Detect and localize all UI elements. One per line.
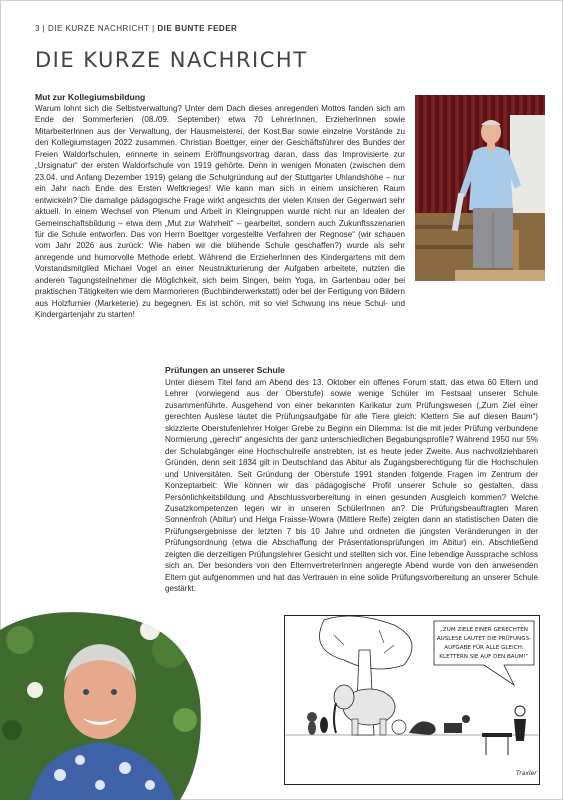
speech-line-2: AUSLESE LAUTET DIE PRÜFUNGS- <box>436 636 532 642</box>
speech-line-3: AUFGABE FÜR ALLE GLEICH: <box>444 645 524 651</box>
page-number: 3 <box>35 24 40 33</box>
portrait-photo <box>0 610 205 800</box>
page-title: DIE KURZE NACHRICHT <box>35 48 308 72</box>
section1-heading: Mut zur Kollegiumsbildung <box>35 92 146 102</box>
exam-cartoon <box>284 615 540 785</box>
fish-bowl-icon <box>392 720 406 734</box>
speaker-photo <box>415 95 545 281</box>
section2-body: Unter diesem Titel fand am Abend des 13. Oktober ein offenes Forum statt, das etwa 60 Eltern und Lehrer (vorwiegend aus der Oberstufe) sowie wenige Schüler im Festsaal unserer Schule zusammenführte. Ausgehend von einer bekannten Karikatur zum Prüfungswesen („Zum Ziel einer gerechten Auslese lautet die Prüfungsaufgabe für alle Tiere gleich: Klettern Sie auf diesen Baum“) skizzierte Oberstufenlehrer Holger Grebe zu Beginn ein Dilemma: Ist die mit jeder Prüfung verbundene Normierung „gerecht“ angesichts der ganz unterschiedlichen Begabungsprofile? Während 1950 nur 5% der Schulabgänger eine Hochschulreife anstrebten, ist es heute jeder Zweite. Aus nachvollziehbaren Gründen, denn seit 1834 gilt in Deutschland das Abitur als Zugangsberechtigung für die Hochschulen und Universitäten. Seit Gründung der Oberstufe 1991 standen folgende Fragen im Zentrum der Konzeptarbeit: Wie können wir das pädagogische Profil unserer Schule so gestalten, dass Persönlichkeitsbildung und Abschlussvorbereitung in einen gesunden Ausgleich kommen? Welche Zusatzkompetenzen legen wir in unseren SchülerInnen an? Die Prüfungsbeauftragten Maren Sonnenfroh (Abitur) und Helga Fraisse-Wowra (Mittlere Reife) zeigten dann an statistischen Daten die Prüfungsergebnisse der letzten 7 bis 10 Jahre und ordneten die jüngsten Veränderungen in der Prüfungsordnung (etwa die Abschaffung der Präsentationsprüfungen im Abitur) ein. Abschließend zeigten die derzeitigen Prüfungslehrer Gesicht und stellten sich vor. Eine lebendige Aussprache schloss sich an. Der besonders von den ElternvertreterInnen angeregte Abend wurde von den anwesenden Eltern gut aufgenommen und hat das Vertrauen in eine solide Prüfungsvorbereitung an unserer Schule gestärkt. <box>165 378 538 594</box>
page-header: 3 | DIE KURZE NACHRICHT | DIE BUNTE FEDER <box>35 24 238 33</box>
penguin-icon <box>320 717 328 733</box>
header-section: DIE KURZE NACHRICHT <box>47 24 150 33</box>
section1-body: Warum lohnt sich die Selbstverwaltung? Unter dem Dach dieses anregenden Mottos fanden sich am Ende der Sommerferien (08./09. September) etwa 70 LehrerInnen, ErzieherInnen sowie MitarbeiterInnen aus der Verwaltung, der Hausmeisterei, der Kost.Bar sowie einzelne Vorstände zu den Kollegiumstagen 2022 zusammen. Christian Boettger, einer der Geschäftsführer des Bundes der Freien Waldorfschulen, erinnerte in seinem Eröffnungsvortrag daran, dass das Improvisierte zur „Ursignatur“ der ersten Waldorfschule von 1919 gehörte. Denn in wenigen Monaten (zwischen dem 23.04. und Anfang Dezember 1919) gelang die Schulgründung auf der Stuttgarter Uhlandshöhe – nur ein Jahr nach Ende des Ersten Weltkrieges! Wie kann man sich in einem unsicheren Raum entwickeln? Die damalige pädagogische Frage wirkt angesichts der vielen Krisen der Gegenwart sehr aktuell. In einem Wechsel von Plenum und Arbeit in Kleingruppen wurde nicht nur an Idealen der Gemeinschaftsbildung – etwa dem „Mut zur Wahrheit“ – gearbeitet, sondern auch Zukunftsszenarien für die Schule entworfen. Das von Herrn Boettger vorgestellte Verfahren der Regnose“ (wir schauen vom Jahr 2026 aus zurück: Wie haben wir die blühende Schule geschaffen?) wurde als sehr anregende und humorvolle Methode erlebt. Während die ErzieherInnen des Kindergartens mit dem Vorstandsmitglied Michael Vogel an einer Neustrukturierung der Aufgaben arbeitete, nutzten die anderen Tagungsteilnehmer die Möglichkeit, sich beim Singen, beim Yoga, im Gartenbau oder bei praktischen Tätigkeiten wie dem Marmorieren (Buchbinderwerkstatt) oder bei der Fertigung von Bildern aus Holzfurnier (Marketerie) zu begegnen. Es ist schön, mit so viel Schwung ins neue Schul- und Kindergartenjahr zu starten! <box>35 104 405 320</box>
header-magazine: DIE BUNTE FEDER <box>157 24 238 33</box>
section2-heading: Prüfungen an unserer Schule <box>165 365 285 375</box>
speech-line-4: KLETTERN SIE AUF DEN BAUM!“ <box>439 654 529 660</box>
speech-line-1: „ZUM ZIELE EINER GERECHTEN <box>440 627 528 633</box>
cartoon-signature: Traxler <box>516 770 537 777</box>
